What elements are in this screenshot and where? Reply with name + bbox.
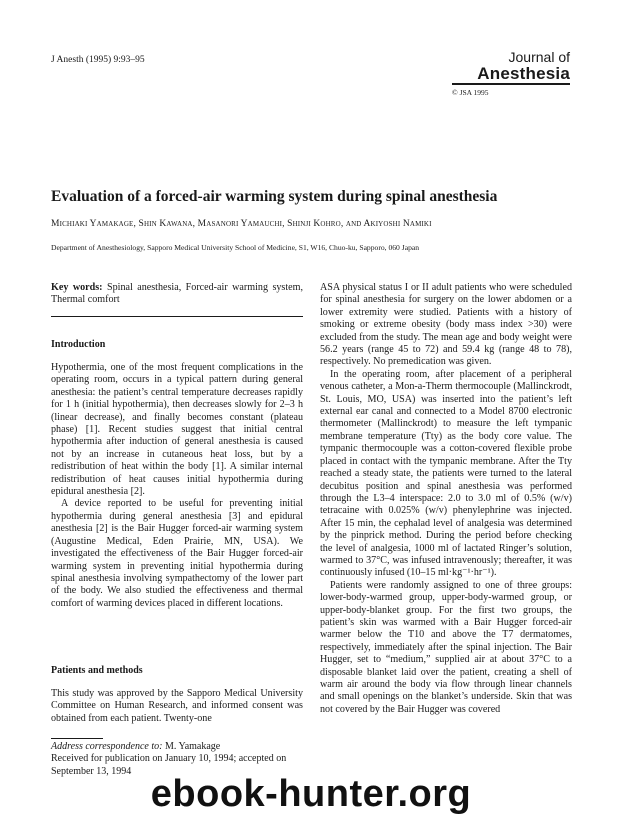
journal-name: Anesthesia bbox=[477, 64, 570, 83]
introduction-body bbox=[51, 362, 303, 610]
keywords bbox=[51, 282, 303, 307]
correspondence-name: M. Yamakage bbox=[164, 741, 221, 752]
right-paragraph: Patients were randomly assigned to one of three groups: lower-body-warmed group, upper-body-warmed group, or upper-body-blanket group. For the first two groups, the patient’s skin was warmed with a Bair Hugger forced-air warmer below the T10 and above the T7 dermatomes, respectively, immediately after the spinal injection. The Bair Hugger, set to “medium,” supplied air at about 37°C to a disposable blanket laid over the patient, creating a shell of warm air around the body via flow through linear channels and small openings on the blanket’s underside. Skin that was not covered by the Bair Hugger was covered bbox=[320, 579, 572, 715]
article-title: Evaluation of a forced-air warming system during spinal anesthesia bbox=[51, 188, 498, 205]
journal-logo bbox=[452, 50, 570, 97]
introduction-heading: Introduction bbox=[51, 339, 106, 350]
intro-paragraph: A device reported to be useful for preventing initial hypothermia during general anesthesia [3] and epidural anesthesia [2] is the Bair Hugger forced-air warming system (Augustine Medical, Eden Prairie, MN, USA). We investigated the effectiveness of the Bair Hugger forced-air warming system in preventing initial hypothermia during spinal anesthesia involving sympathectomy of the lower part of the body. We also studied the effectiveness and thermal comfort of warming devices placed in different locations. bbox=[51, 498, 303, 609]
methods-body bbox=[51, 688, 303, 725]
keywords-rule bbox=[51, 316, 303, 317]
keywords-text: Spinal anesthesia, Forced-air warming system, Thermal comfort bbox=[51, 282, 304, 306]
watermark: ebook-hunter.org bbox=[150, 773, 472, 815]
methods-paragraph: This study was approved by the Sapporo Medical University Committee on Human Research, and informed consent was obtained from each patient. Twenty-one bbox=[51, 688, 303, 724]
received-date: Received for publication on January 10, 1994; accepted on September 13, 1994 bbox=[51, 753, 287, 777]
methods-heading: Patients and methods bbox=[51, 665, 143, 676]
keywords-label: Key words: bbox=[51, 282, 103, 293]
footnote-rule bbox=[51, 738, 103, 739]
journal-citation: J Anesth (1995) 9:93–95 bbox=[51, 55, 145, 65]
affiliation: Department of Anesthesiology, Sapporo Medical University School of Medicine, S1, W16, Chuo-ku, Sapporo, 060 Japan bbox=[51, 243, 420, 252]
right-column bbox=[320, 282, 572, 716]
right-paragraph: ASA physical status I or II adult patients who were scheduled for spinal anesthesia for surgery on the lower abdomen or a lower extremity were studied. Patients with a history of smoking or extreme obesity (body mass index >30) were excluded from the study. The mean age and body weight were 56.2 years (range 45 to 72) and 59.4 kg (range 48 to 78), respectively. No premedication was given. bbox=[320, 282, 572, 368]
right-paragraph: In the operating room, after placement of a peripheral venous catheter, a Mon-a-Therm thermocouple (Mallinckrodt, St. Louis, MO, USA) was inserted into the patient’s left external ear canal and connected to a Model 8700 electronic thermometer (Mallinckrodt) to measure the left tympanic membrane temperature (Tty) as the body core value. The tympanic thermocouple was a cotton-covered flexible probe placed in contact with the tympanic membrane. After the Tty reached a steady state, the patients were turned to the lateral decubitus position and spinal anesthesia was performed through the L3–4 interspace: 2.0 to 3.0 ml of 0.5% (w/v) tetracaine with 0.025% (w/v) phenylephrine was injected. After 15 min, the cephalad level of analgesia was determined by the pinprick method. During the period before checking the level of analgesia, 1000 ml of lactated Ringer’s solution, warmed to 37°C, was infused intravenously; thereafter, it was continuously infused (10–15 ml·kg⁻¹·hr⁻¹). bbox=[320, 368, 572, 579]
journal-of-label: Journal of bbox=[508, 49, 570, 65]
intro-paragraph: Hypothermia, one of the most frequent complications in the operating room, occurs in a typical pattern during general anesthesia: the patient’s central temperature decreases rapidly for 1 h (initial hypothermia), then decreases slowly for 2–3 h (linear decrease), and finally becomes constant (plateau phase) [1]. Recent studies suggest that initial central hypothermia after induction of general anesthesia is caused not by an increase in cutaneous heat loss, but by a redistribution of heat within the body [1]. A similar internal redistribution of heat causes initial hypothermia during epidural anesthesia [2]. bbox=[51, 362, 303, 498]
journal-rule bbox=[452, 83, 570, 85]
correspondence-label: Address correspondence to: bbox=[51, 741, 163, 752]
authors: Michiaki Yamakage, Shin Kawana, Masanori Yamauchi, Shinji Kohro, and Akiyoshi Namiki bbox=[51, 219, 432, 229]
copyright: © JSA 1995 bbox=[452, 88, 489, 97]
